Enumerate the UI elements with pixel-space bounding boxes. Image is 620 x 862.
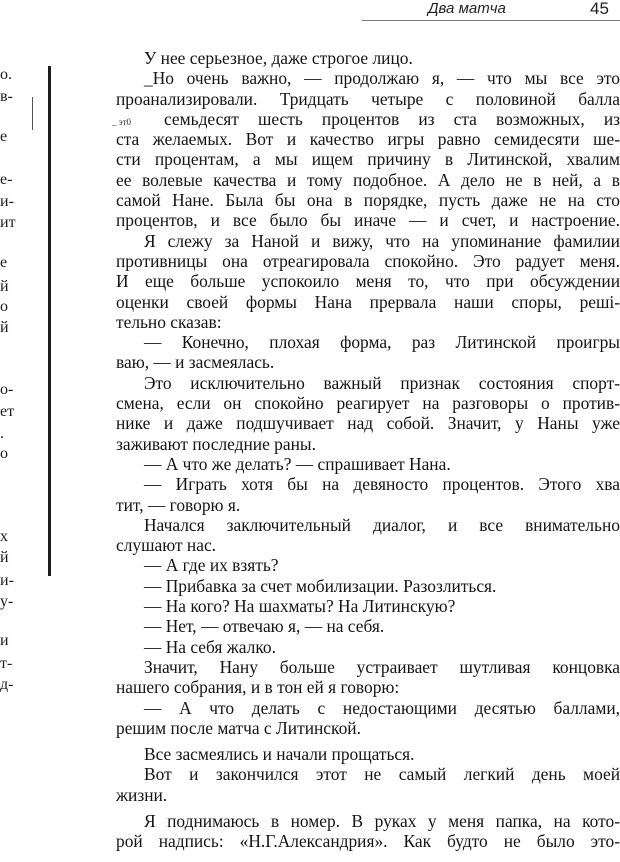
previous-page-gutter bbox=[0, 0, 24, 862]
text-line: — На себя жалко. bbox=[144, 636, 276, 657]
page-number: 45 bbox=[590, 0, 609, 18]
text-line: Я поднимаюсь в номер. В руках у меня папка, на кото- bbox=[144, 810, 620, 831]
text-line: Все засмеялись и начали прощаться. bbox=[144, 744, 415, 765]
running-title: Два матча bbox=[428, 0, 506, 17]
text-line: оценки своей формы Нана прервала наши споры, решi- bbox=[116, 291, 620, 312]
text-line-with-note bbox=[112, 108, 620, 129]
text-line: рой надпись: «Н.Г.Александрия». Как будто не было это- bbox=[116, 831, 620, 852]
text-line: Начался заключительный диалог, и все внимательно bbox=[144, 514, 620, 535]
text-line: семьдесят шесть процентов из ста возможных, из bbox=[164, 108, 620, 129]
text-line: проанализировали. Тридцать четыре с половиной балла bbox=[116, 88, 620, 109]
text-line: решим после матча с Литинской. bbox=[116, 717, 361, 738]
body-text bbox=[112, 48, 620, 852]
text-line: — Прибавка за счет мобилизации. Разозлиться. bbox=[144, 575, 497, 596]
gutter-fragment: и bbox=[0, 632, 9, 649]
gutter-fragment: ит bbox=[0, 214, 16, 231]
text-line: заживают последние раны. bbox=[116, 433, 316, 454]
text-line: нашего собрания, и в тон ей я говорю: bbox=[116, 677, 400, 698]
gutter-fragment: д- bbox=[0, 676, 14, 693]
gutter-fragment: й bbox=[0, 319, 9, 336]
text-line: — Играть хотя бы на девяносто процентов. Этого хва bbox=[144, 474, 620, 495]
gutter-fragment: х bbox=[0, 528, 8, 545]
text-line: — А где их взять? bbox=[144, 555, 279, 576]
text-line: У нее серьезное, даже строгое лицо. bbox=[144, 48, 413, 68]
gutter-fragment: у- bbox=[0, 593, 14, 610]
text-line: _Но очень важно, — продолжаю я, — что мы все это bbox=[144, 68, 620, 89]
gutter-fragment: й bbox=[0, 278, 9, 295]
marginal-note: _ эт0 bbox=[112, 116, 132, 127]
text-line: — Нет, — отвечаю я, — на себя. bbox=[144, 616, 385, 637]
text-line: — Конечно, плохая форма, раз Литинской проигры bbox=[144, 332, 620, 353]
margin-rule bbox=[48, 66, 51, 576]
text-line: Я слежу за Наной и вижу, что на упоминание фамилии bbox=[144, 230, 620, 251]
text-line: жизни. bbox=[116, 784, 168, 805]
gutter-fragment: о bbox=[0, 298, 8, 315]
text-line: тит, — говорю я. bbox=[116, 494, 241, 515]
text-line: И еще больше успокоило меня то, что при обсуждении bbox=[116, 271, 620, 292]
text-line: сти процентам, а мы ищем причину в Литинской, хвалим bbox=[116, 149, 620, 170]
gutter-fragment: и- bbox=[0, 572, 14, 589]
text-line: ваю, — и засмеялась. bbox=[116, 352, 275, 373]
gutter-fragment: о- bbox=[0, 381, 14, 398]
text-line: Это исключительно важный признак состояния спорт- bbox=[144, 372, 620, 393]
text-line: — А что же делать? — спрашивает Нана. bbox=[144, 453, 451, 474]
margin-rule-thin bbox=[32, 97, 33, 130]
gutter-fragment: й bbox=[0, 549, 9, 566]
text-line: Значит, Нану больше устраивает шутливая концовка bbox=[144, 656, 620, 677]
gutter-fragment: о. bbox=[0, 66, 12, 83]
text-line: ее волевые качества и тому подобное. А дело не в ней, а в bbox=[116, 169, 620, 190]
gutter-fragment: ет bbox=[0, 403, 15, 420]
text-line: самой Нане. Была бы она в порядке, пусть даже не на сто bbox=[116, 190, 620, 211]
text-line: слушают нас. bbox=[116, 535, 217, 556]
gutter-fragment: в- bbox=[0, 88, 13, 105]
gutter-fragment: . bbox=[0, 425, 4, 442]
gutter-fragment: е bbox=[0, 254, 8, 271]
text-line: противницы она отреагировала спокойно. Это радует меня. bbox=[116, 250, 620, 271]
text-line: — На кого? На шахматы? На Литинскую? bbox=[144, 596, 456, 617]
text-line: процентов, и все было бы иначе — и счет, и настроение. bbox=[116, 210, 620, 231]
text-line: ста желаемых. Вот и качество игры равно семидесяти ше- bbox=[116, 129, 620, 150]
text-line: смена, если он спокойно реагирует на разговоры о против- bbox=[116, 393, 620, 414]
text-line: нике и даже подшучивает над собой. Значит, у Наны уже bbox=[116, 413, 620, 434]
header-rule bbox=[362, 20, 620, 21]
gutter-fragment: т- bbox=[0, 655, 13, 672]
text-line: тельно сказав: bbox=[116, 311, 222, 332]
text-line: — А что делать с недостающими десятью баллами, bbox=[144, 697, 620, 718]
gutter-fragment: о bbox=[0, 445, 8, 462]
gutter-fragment: е bbox=[0, 128, 8, 145]
gutter-fragment: и- bbox=[0, 193, 14, 210]
gutter-fragment: е- bbox=[0, 171, 13, 188]
text-line: Вот и закончился этот не самый легкий день моей bbox=[144, 764, 620, 785]
